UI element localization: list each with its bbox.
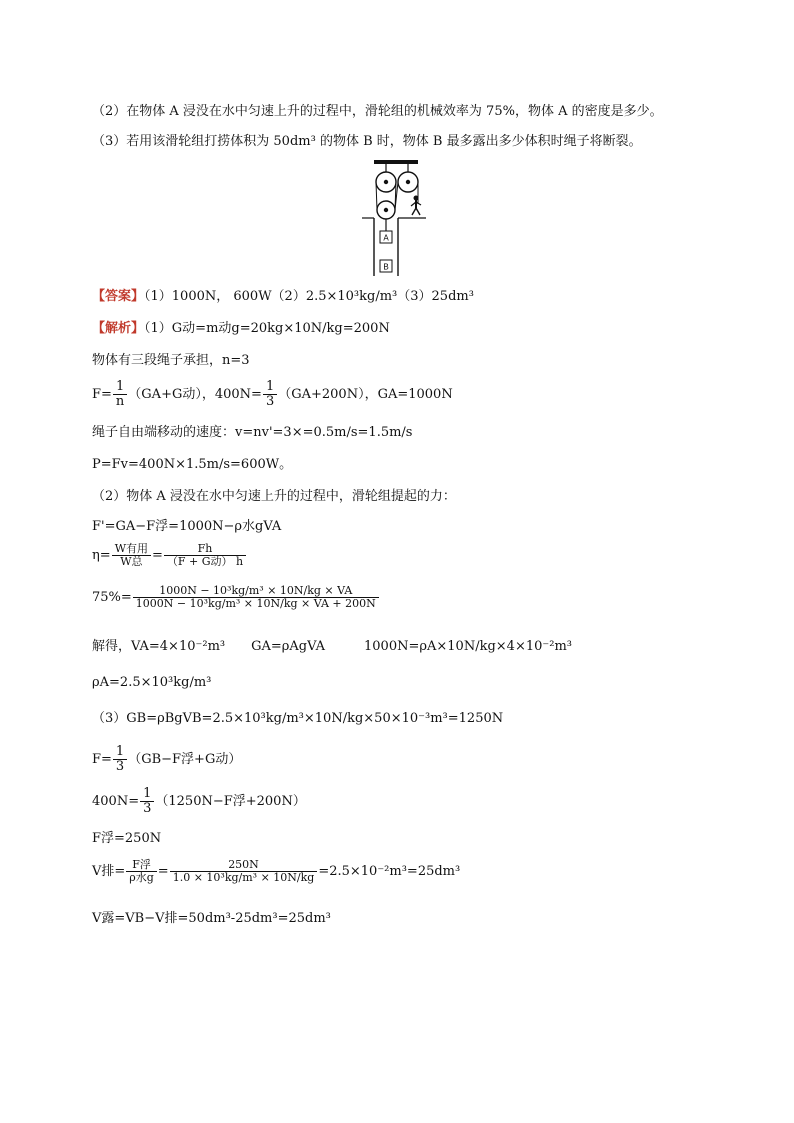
analysis-line-17: V露=VB−V排=50dm³-25dm³=25dm³: [92, 911, 331, 926]
fraction-num: F浮: [126, 859, 157, 872]
fraction: [164, 543, 246, 568]
fraction-den: 3: [265, 394, 275, 409]
fraction-den: 3: [115, 759, 125, 774]
fraction-den: n: [115, 394, 125, 409]
eq-part: （1250N−F浮+200N）: [155, 794, 306, 809]
analysis-line-15: F浮=250N: [92, 831, 162, 846]
analysis-line-2: 物体有三段绳子承担，n=3: [92, 353, 250, 368]
answer-line: [92, 288, 474, 306]
fraction-den: W总: [120, 555, 143, 568]
fraction-num: 1: [113, 745, 127, 760]
fraction-num: 1: [263, 380, 277, 395]
analysis-line-4: 绳子自由端移动的速度：v=nv'=3×=0.5m/s=1.5m/s: [92, 425, 413, 440]
figure-label-b: B: [383, 262, 389, 272]
fraction: [133, 585, 379, 610]
analysis-line-12: （3）GB=ρBgVB=2.5×10³kg/m³×10N/kg×50×10⁻³m³=1250N: [92, 711, 504, 726]
pulley-system-figure: [360, 158, 430, 280]
question-2: （2）在物体 A 浸没在水中匀速上升的过程中，滑轮组的机械效率为 75%，物体 A 的密度是多少。: [92, 104, 663, 119]
answer-tag: 【答案】: [92, 289, 145, 304]
analysis-tag: 【解析】: [92, 321, 145, 336]
analysis-line-7: F'=GA−F浮=1000N−ρ水gVA: [92, 519, 282, 534]
fraction: [170, 859, 318, 884]
fraction-num: 1: [113, 380, 127, 395]
fraction-num: 250N: [170, 859, 318, 872]
analysis-line-8: [92, 543, 247, 568]
analysis-line-1: [92, 320, 390, 338]
fraction-num: Fh: [164, 543, 246, 556]
analysis-line-16: [92, 859, 460, 884]
figure-label-a: A: [383, 233, 389, 243]
analysis-line-14: [92, 787, 306, 816]
answer-text: （1）1000N， 600W（2）2.5×10³kg/m³（3）25dm³: [144, 289, 474, 304]
eq-part: 75%=: [92, 590, 132, 605]
eq-part: F=: [92, 387, 112, 402]
fraction-den: ρ水g: [129, 871, 154, 884]
analysis-text-1: （1）G动=m动g=20kg×10N/kg=200N: [144, 321, 390, 336]
analysis-line-3: [92, 380, 453, 409]
fraction: [263, 380, 277, 409]
eq-part: （GB−F浮+G动）: [128, 752, 242, 767]
eq-part: =: [152, 548, 163, 563]
fraction: [113, 745, 127, 774]
fraction-den: （F + G动） h: [166, 555, 244, 568]
analysis-line-10: 解得，VA=4×10⁻²m³ GA=ρAgVA 1000N=ρA×10N/kg×4×10⁻²m³: [92, 639, 572, 654]
analysis-line-5: P=Fv=400N×1.5m/s=600W。: [92, 457, 293, 472]
fraction-num: W有用: [112, 543, 151, 556]
eq-part: 400N=: [92, 794, 140, 809]
fraction: [126, 859, 157, 884]
eq-part: η=: [92, 548, 111, 563]
eq-part: =: [157, 864, 169, 879]
fraction: [140, 787, 154, 816]
eq-part: =2.5×10⁻²m³=25dm³: [318, 864, 461, 879]
fraction-num: 1: [140, 787, 154, 802]
fraction: [112, 543, 151, 568]
fraction-num: 1000N − 10³kg/m³ × 10N/kg × VA: [133, 585, 379, 598]
question-3: （3）若用该滑轮组打捞体积为 50dm³ 的物体 B 时，物体 B 最多露出多少体积时绳子将断裂。: [92, 134, 642, 149]
eq-part: （GA+200N），GA=1000N: [278, 387, 453, 402]
analysis-line-13: [92, 745, 241, 774]
eq-part: V排=: [92, 864, 126, 879]
fraction: [113, 380, 127, 409]
eq-part: （GA+G动），400N=: [128, 387, 262, 402]
fraction-den: 1.0 × 10³kg/m³ × 10N/kg: [172, 871, 315, 884]
fraction-den: 3: [143, 801, 152, 816]
eq-part: F=: [92, 752, 112, 767]
analysis-line-9: [92, 585, 380, 610]
fraction-den: 1000N − 10³kg/m³ × 10N/kg × VA + 200N: [135, 597, 376, 610]
analysis-line-11: ρA=2.5×10³kg/m³: [92, 675, 212, 690]
analysis-line-6: （2）物体 A 浸没在水中匀速上升的过程中，滑轮组提起的力：: [92, 489, 456, 504]
